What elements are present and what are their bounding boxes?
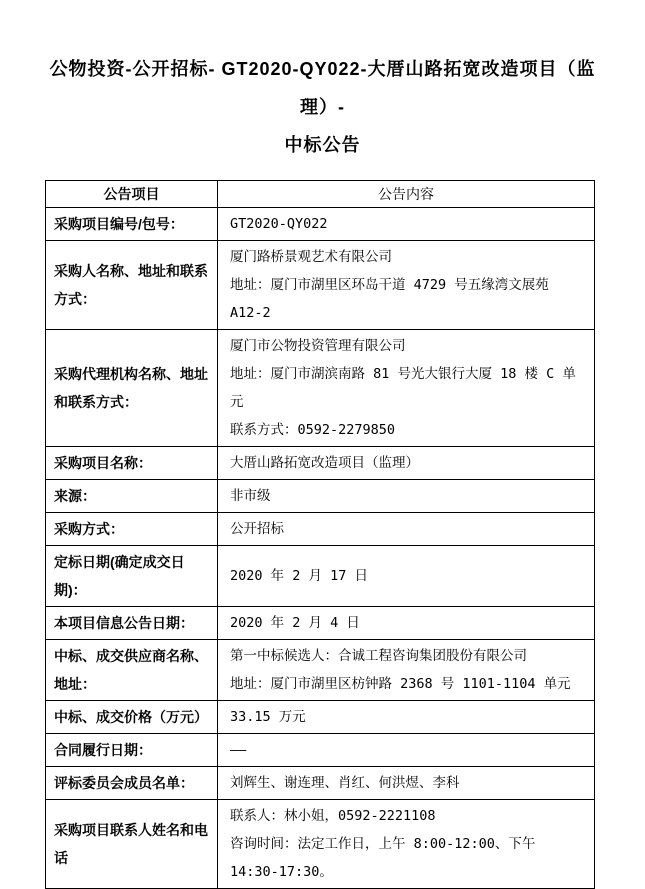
content-line: 大厝山路拓宽改造项目（监理） (230, 455, 419, 471)
page-title (28, 50, 617, 164)
content-line: 2020 年 2 月 17 日 (230, 568, 369, 584)
content-line: 非市级 (230, 488, 271, 504)
row-content (218, 513, 595, 546)
content-line: 2020 年 2 月 4 日 (230, 615, 360, 631)
table-row-source (46, 480, 595, 513)
header-col-content: 公告内容 (218, 181, 595, 208)
row-label: 采购项目编号/包号： (46, 208, 218, 241)
content-line: 地址：厦门市湖里区环岛干道 4729 号五缘湾文展苑 A12-2 (230, 277, 549, 321)
table-row-purchaser (46, 241, 595, 330)
content-line: 厦门路桥景观艺术有限公司 (230, 249, 392, 265)
content-line: —— (230, 742, 247, 758)
table-row-winning-supplier (46, 640, 595, 701)
row-label: 采购代理机构名称、地址和联系方式： (46, 330, 218, 447)
header-col-item: 公告项目 (46, 181, 218, 208)
content-line: 联系人：林小姐，0592-2221108 (230, 808, 436, 824)
row-label: 中标、成交供应商名称、地址： (46, 640, 218, 701)
row-content (218, 330, 595, 447)
table-row-project-name (46, 447, 595, 480)
row-label: 采购项目名称： (46, 447, 218, 480)
row-content (218, 241, 595, 330)
row-content (218, 480, 595, 513)
row-label: 本项目信息公告日期： (46, 607, 218, 640)
table-row-notice-date (46, 607, 595, 640)
table-row-contract-period (46, 734, 595, 767)
content-line: 第一中标候选人：合诚工程咨询集团股份有限公司 (230, 648, 527, 664)
content-line: 地址：厦门市湖滨南路 81 号光大银行大厦 18 楼 C 单元 (230, 366, 576, 410)
table-row-price (46, 701, 595, 734)
table-row-award-date (46, 546, 595, 607)
row-label: 采购项目联系人姓名和电话 (46, 800, 218, 889)
row-label: 定标日期(确定成交日期)： (46, 546, 218, 607)
content-line: 地址：厦门市湖里区枋钟路 2368 号 1101-1104 单元 (230, 676, 571, 692)
table-row-method (46, 513, 595, 546)
row-content (218, 447, 595, 480)
row-content (218, 734, 595, 767)
row-content (218, 701, 595, 734)
content-line: 刘辉生、谢连理、肖红、何洪煜、李科 (230, 775, 460, 791)
row-label: 中标、成交价格（万元） (46, 701, 218, 734)
content-line: GT2020-QY022 (230, 216, 328, 232)
row-content (218, 800, 595, 889)
table-row-evaluation-committee (46, 767, 595, 800)
announcement-table (45, 180, 595, 889)
row-label: 合同履行日期： (46, 734, 218, 767)
table-row-contact (46, 800, 595, 889)
content-line: 咨询时间：法定工作日，上午 8:00-12:00、下午 14:30-17:30。 (230, 836, 536, 880)
table-header-row (46, 181, 595, 208)
content-line: 联系方式：0592-2279850 (230, 422, 396, 438)
row-label: 采购方式： (46, 513, 218, 546)
row-content (218, 208, 595, 241)
row-content (218, 640, 595, 701)
content-line: 公开招标 (230, 521, 284, 537)
page-title-line-2: 中标公告 (284, 135, 361, 155)
row-label: 评标委员会成员名单： (46, 767, 218, 800)
row-content (218, 767, 595, 800)
table-row-project-number (46, 208, 595, 241)
row-content (218, 546, 595, 607)
row-label: 采购人名称、地址和联系方式： (46, 241, 218, 330)
row-content (218, 607, 595, 640)
table-row-agency (46, 330, 595, 447)
row-label: 来源： (46, 480, 218, 513)
content-line: 厦门市公物投资管理有限公司 (230, 338, 406, 354)
page-title-line-1: 公物投资-公开招标- GT2020-QY022-大厝山路拓宽改造项目（监理）- (49, 59, 596, 117)
content-line: 33.15 万元 (230, 709, 306, 725)
